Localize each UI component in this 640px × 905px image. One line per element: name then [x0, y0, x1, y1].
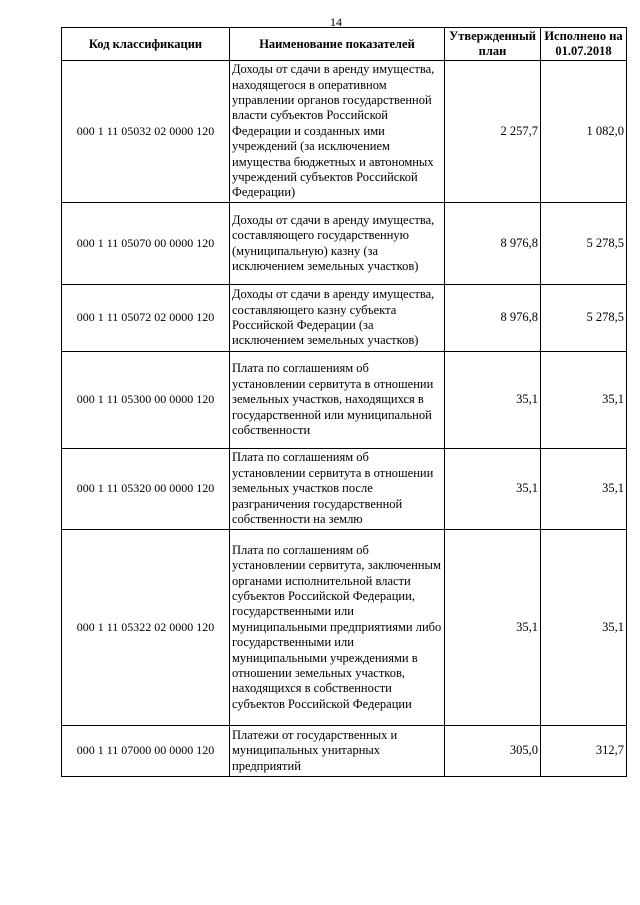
cell-code: 000 1 11 05070 00 0000 120: [62, 203, 230, 285]
cell-name: Плата по соглашениям об установлении сервитута в отношении земельных участков после разграничения государственной собственности на землю: [230, 449, 445, 530]
cell-name: Доходы от сдачи в аренду имущества, составляющего казну субъекта Российской Федерации (за исключением земельных участков): [230, 285, 445, 352]
cell-plan: 305,0: [445, 726, 541, 777]
cell-name: Плата по соглашениям об установлении сервитута, заключенным органами исполнительной власти субъектов Российской Федерации, государственными или муниципальными предприятиями либо государственными или муниципальными учреждениями в отношении земельных участков, находящихся в собственности субъектов Российской Федерации: [230, 530, 445, 726]
page-number: 14: [330, 15, 342, 29]
cell-done: 35,1: [541, 530, 627, 726]
table-row: [62, 61, 627, 203]
table-row: [62, 530, 627, 726]
cell-done: 5 278,5: [541, 285, 627, 352]
cell-name: Платежи от государственных и муниципальных унитарных предприятий: [230, 726, 445, 777]
cell-plan: 35,1: [445, 530, 541, 726]
cell-code: 000 1 11 05072 02 0000 120: [62, 285, 230, 352]
cell-done: 5 278,5: [541, 203, 627, 285]
table-header-row: [62, 28, 627, 61]
cell-code: 000 1 11 05032 02 0000 120: [62, 61, 230, 203]
table-row: [62, 449, 627, 530]
cell-done: 35,1: [541, 449, 627, 530]
table-row: [62, 285, 627, 352]
cell-code: 000 1 11 05300 00 0000 120: [62, 352, 230, 449]
cell-plan: 35,1: [445, 352, 541, 449]
cell-name: Доходы от сдачи в аренду имущества, составляющего государственную (муниципальную) казну (за исключением земельных участков): [230, 203, 445, 285]
cell-done: 35,1: [541, 352, 627, 449]
cell-plan: 8 976,8: [445, 285, 541, 352]
table-row: [62, 726, 627, 777]
cell-plan: 35,1: [445, 449, 541, 530]
header-done: Исполнено на 01.07.2018: [541, 28, 627, 61]
header-name: Наименование показателей: [230, 28, 445, 61]
cell-code: 000 1 11 05320 00 0000 120: [62, 449, 230, 530]
cell-name: Доходы от сдачи в аренду имущества, находящегося в оперативном управлении органов государственной власти субъектов Российской Федерации и созданных ими учреждений (за исключением имущества бюджетных и автономных учреждений субъектов Российской Федерации): [230, 61, 445, 203]
table-row: [62, 203, 627, 285]
cell-code: 000 1 11 05322 02 0000 120: [62, 530, 230, 726]
revenue-table: [61, 27, 627, 777]
header-plan: Утвержденный план: [445, 28, 541, 61]
cell-plan: 2 257,7: [445, 61, 541, 203]
table-row: [62, 352, 627, 449]
cell-done: 1 082,0: [541, 61, 627, 203]
header-code: Код классификации: [62, 28, 230, 61]
cell-name: Плата по соглашениям об установлении сервитута в отношении земельных участков, находящихся в государственной или муниципальной собственности: [230, 352, 445, 449]
cell-done: 312,7: [541, 726, 627, 777]
cell-plan: 8 976,8: [445, 203, 541, 285]
cell-code: 000 1 11 07000 00 0000 120: [62, 726, 230, 777]
